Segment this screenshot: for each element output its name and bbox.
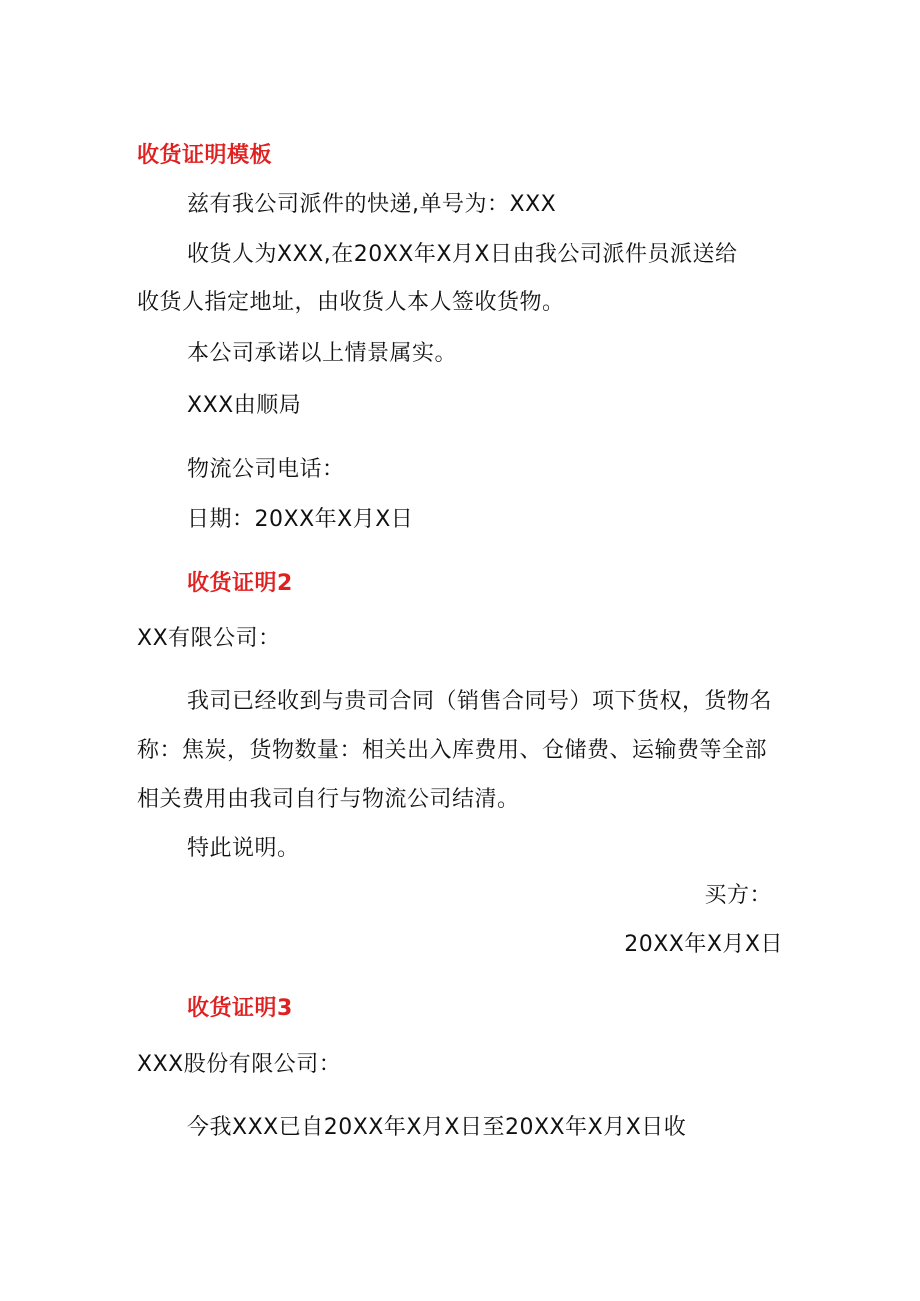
section2-buyer-label: 买方： [704, 883, 772, 908]
section1-line4: 本公司承诺以上情景属实。 [187, 341, 458, 366]
section1-line1: 兹有我公司派件的快递,单号为：XXX [187, 192, 557, 217]
section1-date: 日期：20XX年X月X日 [187, 507, 414, 532]
section2-body-line1: 我司已经收到与贵司合同（销售合同号）项下货权，货物名 [187, 689, 773, 714]
section1-phone-label: 物流公司电话： [187, 457, 345, 482]
section2-closing: 特此说明。 [187, 836, 300, 861]
section1-title: 收货证明模板 [137, 143, 273, 168]
section1-line5: XXX由顺局 [187, 393, 302, 418]
section3-body-line1: 今我XXX已自20XX年X月X日至20XX年X月X日收 [187, 1115, 687, 1140]
section2-title: 收货证明2 [187, 571, 293, 596]
section2-body-line3: 相关费用由我司自行与物流公司结清。 [137, 787, 520, 812]
section2-body-line2: 称：焦炭，货物数量：相关出入库费用、仓储费、运输费等全部 [137, 738, 768, 763]
section3-title: 收货证明3 [187, 996, 293, 1021]
section1-line3: 收货人指定地址，由收货人本人签收货物。 [137, 290, 565, 315]
section1-line2: 收货人为XXX,在20XX年X月X日由我公司派件员派送给 [187, 242, 738, 267]
section3-addressee: XXX股份有限公司： [137, 1052, 342, 1077]
section2-addressee: XX有限公司： [137, 626, 281, 651]
section2-date: 20XX年X月X日 [624, 932, 783, 957]
